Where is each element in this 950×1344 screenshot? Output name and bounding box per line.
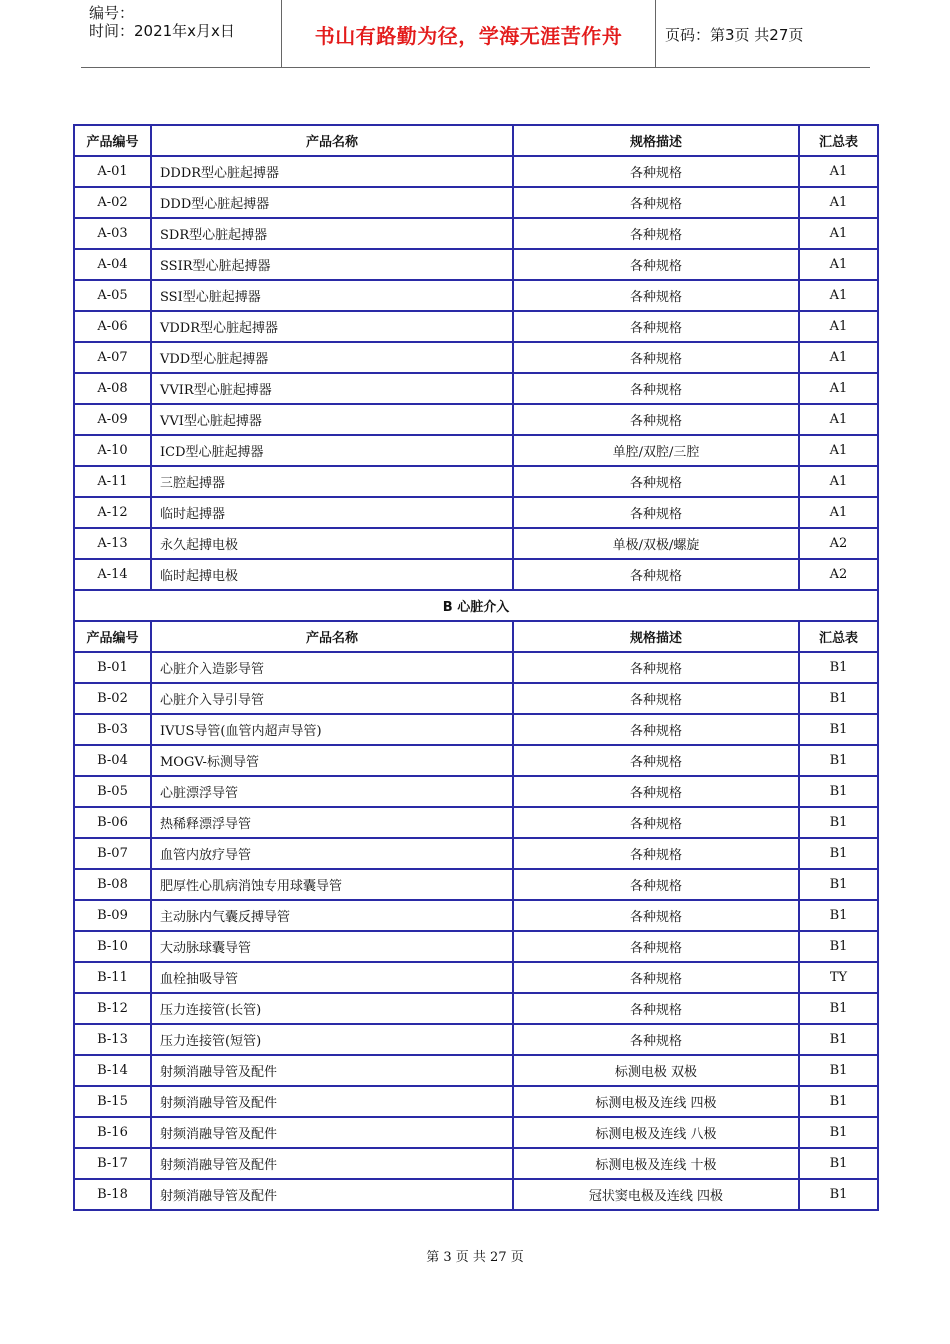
summary-table: B1 — [799, 745, 878, 776]
summary-table: B1 — [799, 1055, 878, 1086]
product-table — [73, 124, 879, 1211]
summary-table: B1 — [799, 931, 878, 962]
product-name: 三腔起搏器 — [151, 466, 513, 497]
product-name: 压力连接管(短管) — [151, 1024, 513, 1055]
product-spec: 标测电极及连线 十极 — [513, 1148, 799, 1179]
product-name: 大动脉球囊导管 — [151, 931, 513, 962]
table-row — [74, 1024, 878, 1055]
table-row — [74, 435, 878, 466]
product-name: 临时起搏电极 — [151, 559, 513, 590]
product-spec: 标测电极及连线 四极 — [513, 1086, 799, 1117]
summary-table: B1 — [799, 807, 878, 838]
product-code: B-09 — [74, 900, 151, 931]
product-name: 心脏介入造影导管 — [151, 652, 513, 683]
summary-table: B1 — [799, 714, 878, 745]
product-name: VVIR型心脏起搏器 — [151, 373, 513, 404]
summary-table: A1 — [799, 311, 878, 342]
product-spec: 各种规格 — [513, 373, 799, 404]
column-header-name: 产品名称 — [151, 621, 513, 652]
document-time-label: 时间：2021年x月x日 — [89, 22, 235, 40]
table-row — [74, 1086, 878, 1117]
product-spec: 各种规格 — [513, 838, 799, 869]
summary-table: A2 — [799, 559, 878, 590]
product-spec: 各种规格 — [513, 745, 799, 776]
summary-table: A2 — [799, 528, 878, 559]
summary-table: TY — [799, 962, 878, 993]
product-spec: 各种规格 — [513, 404, 799, 435]
product-name: 射频消融导管及配件 — [151, 1148, 513, 1179]
table-row — [74, 311, 878, 342]
column-header-summary: 汇总表 — [799, 125, 878, 156]
product-spec: 各种规格 — [513, 249, 799, 280]
header-meta — [81, 0, 281, 68]
table-row — [74, 1148, 878, 1179]
table-row — [74, 404, 878, 435]
product-code: A-12 — [74, 497, 151, 528]
product-code: A-05 — [74, 280, 151, 311]
product-name: 射频消融导管及配件 — [151, 1179, 513, 1210]
product-spec: 标测电极及连线 八极 — [513, 1117, 799, 1148]
product-code: A-06 — [74, 311, 151, 342]
summary-table: B1 — [799, 1024, 878, 1055]
table-row — [74, 931, 878, 962]
table-row — [74, 714, 878, 745]
table-row — [74, 683, 878, 714]
product-spec: 各种规格 — [513, 993, 799, 1024]
product-spec: 各种规格 — [513, 280, 799, 311]
table-row — [74, 280, 878, 311]
product-spec: 各种规格 — [513, 466, 799, 497]
product-name: IVUS导管(血管内超声导管) — [151, 714, 513, 745]
product-spec: 各种规格 — [513, 187, 799, 218]
product-name: VDD型心脏起搏器 — [151, 342, 513, 373]
product-code: A-10 — [74, 435, 151, 466]
summary-table: A1 — [799, 466, 878, 497]
product-name: ICD型心脏起搏器 — [151, 435, 513, 466]
product-name: 主动脉内气囊反搏导管 — [151, 900, 513, 931]
product-code: B-06 — [74, 807, 151, 838]
product-name: 肥厚性心肌病消蚀专用球囊导管 — [151, 869, 513, 900]
summary-table: A1 — [799, 187, 878, 218]
page-footer: 第 3 页 共 27 页 — [426, 1250, 524, 1265]
summary-table: A1 — [799, 435, 878, 466]
table-header-row-b — [74, 621, 878, 652]
product-name: 压力连接管(长管) — [151, 993, 513, 1024]
product-code: A-04 — [74, 249, 151, 280]
product-code: A-08 — [74, 373, 151, 404]
product-code: B-13 — [74, 1024, 151, 1055]
column-header-spec: 规格描述 — [513, 125, 799, 156]
product-name: 血管内放疗导管 — [151, 838, 513, 869]
product-code: A-02 — [74, 187, 151, 218]
product-spec: 各种规格 — [513, 714, 799, 745]
product-spec: 单极/双极/螺旋 — [513, 528, 799, 559]
table-row — [74, 559, 878, 590]
product-code: A-11 — [74, 466, 151, 497]
product-code: B-15 — [74, 1086, 151, 1117]
table-row — [74, 1055, 878, 1086]
product-code: B-07 — [74, 838, 151, 869]
table-row — [74, 1117, 878, 1148]
product-spec: 标测电极 双极 — [513, 1055, 799, 1086]
summary-table: B1 — [799, 838, 878, 869]
column-header-spec: 规格描述 — [513, 621, 799, 652]
product-spec: 各种规格 — [513, 931, 799, 962]
product-code: B-14 — [74, 1055, 151, 1086]
table-row — [74, 342, 878, 373]
summary-table: A1 — [799, 373, 878, 404]
product-name: 热稀释漂浮导管 — [151, 807, 513, 838]
table-row — [74, 1179, 878, 1210]
product-name: 心脏介入导引导管 — [151, 683, 513, 714]
summary-table: A1 — [799, 280, 878, 311]
table-row — [74, 776, 878, 807]
header-motto-cell — [281, 0, 656, 68]
column-header-code: 产品编号 — [74, 621, 151, 652]
table-row — [74, 993, 878, 1024]
product-name: VDDR型心脏起搏器 — [151, 311, 513, 342]
product-code: B-03 — [74, 714, 151, 745]
header-motto: 书山有路勤为径，学海无涯苦作舟 — [314, 23, 623, 48]
product-code: A-07 — [74, 342, 151, 373]
table-row — [74, 745, 878, 776]
product-code: B-12 — [74, 993, 151, 1024]
product-name: MOGV-标测导管 — [151, 745, 513, 776]
product-spec: 各种规格 — [513, 497, 799, 528]
column-header-summary: 汇总表 — [799, 621, 878, 652]
product-code: B-18 — [74, 1179, 151, 1210]
product-name: 永久起搏电极 — [151, 528, 513, 559]
summary-table: B1 — [799, 869, 878, 900]
product-code: B-04 — [74, 745, 151, 776]
product-spec: 各种规格 — [513, 683, 799, 714]
table-row — [74, 652, 878, 683]
product-name: 临时起搏器 — [151, 497, 513, 528]
product-code: B-16 — [74, 1117, 151, 1148]
page-header — [81, 0, 870, 68]
table-row — [74, 528, 878, 559]
summary-table: B1 — [799, 652, 878, 683]
table-header-row-a — [74, 125, 878, 156]
summary-table: A1 — [799, 249, 878, 280]
product-name: SSIR型心脏起搏器 — [151, 249, 513, 280]
product-spec: 各种规格 — [513, 652, 799, 683]
product-code: A-01 — [74, 156, 151, 187]
summary-table: B1 — [799, 1117, 878, 1148]
product-code: A-13 — [74, 528, 151, 559]
product-name: 射频消融导管及配件 — [151, 1086, 513, 1117]
summary-table: B1 — [799, 993, 878, 1024]
table-row — [74, 249, 878, 280]
product-spec: 各种规格 — [513, 1024, 799, 1055]
summary-table: B1 — [799, 776, 878, 807]
table-row — [74, 466, 878, 497]
product-spec: 冠状窦电极及连线 四极 — [513, 1179, 799, 1210]
product-name: 血栓抽吸导管 — [151, 962, 513, 993]
summary-table: B1 — [799, 683, 878, 714]
product-name: SSI型心脏起搏器 — [151, 280, 513, 311]
product-code: A-14 — [74, 559, 151, 590]
summary-table: B1 — [799, 1148, 878, 1179]
product-spec: 各种规格 — [513, 218, 799, 249]
product-spec: 各种规格 — [513, 776, 799, 807]
product-spec: 各种规格 — [513, 807, 799, 838]
product-code: B-17 — [74, 1148, 151, 1179]
table-row — [74, 807, 878, 838]
product-code: B-01 — [74, 652, 151, 683]
product-code: B-02 — [74, 683, 151, 714]
column-header-name: 产品名称 — [151, 125, 513, 156]
summary-table: A1 — [799, 404, 878, 435]
table-row — [74, 187, 878, 218]
summary-table: B1 — [799, 900, 878, 931]
product-code: B-05 — [74, 776, 151, 807]
product-code: B-11 — [74, 962, 151, 993]
summary-table: A1 — [799, 156, 878, 187]
product-spec: 各种规格 — [513, 311, 799, 342]
summary-table: A1 — [799, 218, 878, 249]
product-spec: 各种规格 — [513, 869, 799, 900]
summary-table: A1 — [799, 497, 878, 528]
product-spec: 各种规格 — [513, 559, 799, 590]
product-spec: 各种规格 — [513, 342, 799, 373]
product-spec: 各种规格 — [513, 156, 799, 187]
product-name: DDDR型心脏起搏器 — [151, 156, 513, 187]
header-page-info: 页码：第3页 共27页 — [665, 25, 804, 44]
product-name: 心脏漂浮导管 — [151, 776, 513, 807]
product-spec: 单腔/双腔/三腔 — [513, 435, 799, 466]
product-spec: 各种规格 — [513, 900, 799, 931]
product-code: B-10 — [74, 931, 151, 962]
table-row — [74, 218, 878, 249]
product-code: A-03 — [74, 218, 151, 249]
product-spec: 各种规格 — [513, 962, 799, 993]
table-row — [74, 962, 878, 993]
table-row — [74, 838, 878, 869]
section-b-title: B 心脏介入 — [74, 590, 878, 621]
product-name: 射频消融导管及配件 — [151, 1117, 513, 1148]
product-name: DDD型心脏起搏器 — [151, 187, 513, 218]
table-row — [74, 497, 878, 528]
table-row — [74, 373, 878, 404]
product-code: A-09 — [74, 404, 151, 435]
product-name: VVI型心脏起搏器 — [151, 404, 513, 435]
product-code: B-08 — [74, 869, 151, 900]
table-row — [74, 900, 878, 931]
summary-table: B1 — [799, 1179, 878, 1210]
section-b-row — [74, 590, 878, 621]
summary-table: B1 — [799, 1086, 878, 1117]
product-name: SDR型心脏起搏器 — [151, 218, 513, 249]
product-name: 射频消融导管及配件 — [151, 1055, 513, 1086]
table-row — [74, 156, 878, 187]
summary-table: A1 — [799, 342, 878, 373]
document-number-label: 编号： — [89, 4, 135, 22]
table-row — [74, 869, 878, 900]
column-header-code: 产品编号 — [74, 125, 151, 156]
